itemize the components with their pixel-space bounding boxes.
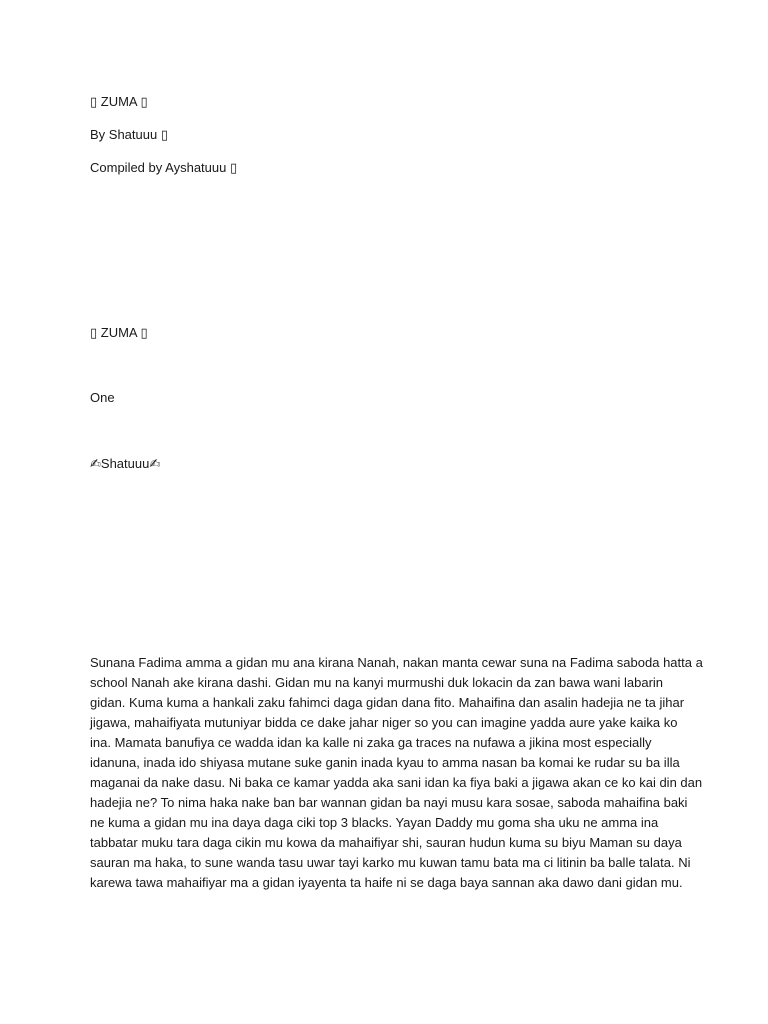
- story-title: ▯ ZUMA ▯: [90, 94, 148, 109]
- paragraph-line: jigawa, mahaifiyata mutuniyar bidda ce dake jahar niger so you can imagine yadda aure yake kaika ko: [90, 715, 678, 730]
- paragraph-line: tabbatar muku tara daga cikin mu kowa da mahaifiyar shi, sauran hudun kuma su biyu Maman su daya: [90, 835, 682, 850]
- paragraph-line: Sunana Fadima amma a gidan mu ana kirana Nanah, nakan manta cewar suna na Fadima saboda hatta a: [90, 655, 703, 670]
- chapter-story-title: ▯ ZUMA ▯: [90, 325, 148, 340]
- author-byline: By Shatuuu ▯: [90, 127, 168, 142]
- compiled-by-line: Compiled by Ayshatuuu ▯: [90, 160, 238, 175]
- paragraph-line: karewa tawa mahaifiyar ma a gidan iyayenta ta haife ni se daga baya sannan aka dawo dani gidan mu.: [90, 875, 683, 890]
- author-signature: ✍Shatuuu✍: [90, 456, 161, 471]
- paragraph-line: idanuna, inada ido shiyasa mutane suke ganin inada kyau to amma nasan ba komai ke rudar su ba illa: [90, 755, 680, 770]
- story-paragraph: [90, 653, 703, 893]
- paragraph-line: ina. Mamata banufiya ce wadda idan ka kalle ni zaka ga traces na nufawa a jikina most especially: [90, 735, 652, 750]
- paragraph-line: maganai da nake dasu. Ni baka ce kamar yadda aka sani idan ka fiya baki a jigawa akan ce ko kai din dan: [90, 775, 703, 790]
- chapter-heading: One: [90, 390, 115, 405]
- paragraph-line: school Nanah ake kirana dashi. Gidan mu na kanyi murmushi duk lokacin da zan bawa wani labarin: [90, 675, 664, 690]
- paragraph-line: gidan. Kuma kuma a hankali zaku fahimci daga gidan dana fito. Mahaifina dan asalin hadejia ne ta jihar: [90, 695, 685, 710]
- paragraph-line: sauran ma haka, to sune wanda tasu uwar tayi karko mu kuwan tamu bata ma ci litinin ba balle talata. Ni: [90, 855, 691, 870]
- paragraph-line: ne kuma a gidan mu ina daya daga ciki top 3 blacks. Yayan Daddy mu goma sha uku ne amma ina: [90, 815, 659, 830]
- paragraph-line: hadejia ne? To nima haka nake ban bar wannan gidan ba nayi musu kara sosae, saboda mahaifina baki: [90, 795, 688, 810]
